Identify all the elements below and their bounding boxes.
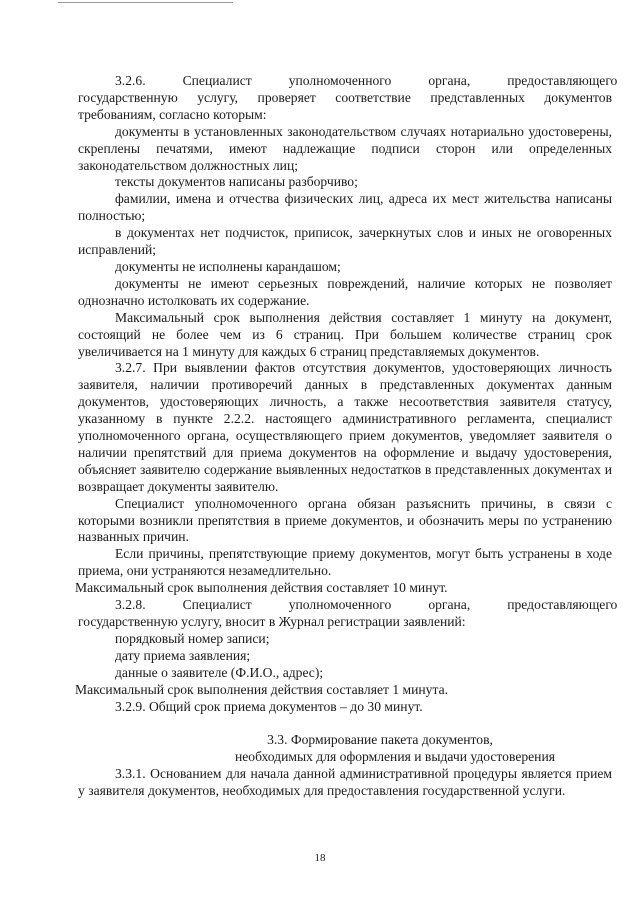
journal-item: данные о заявителе (Ф.И.О., адрес); [115,664,324,680]
lead-word: предоставляющего [507,73,618,88]
requirement-item: в документах нет подчисток, приписок, зачеркнутых слов и иных не оговоренных исправлений; [78,225,612,258]
section-3-3-heading-line-2: необходимых для оформления и выдачи удостоверения [234,749,555,765]
journal-item: дату приема заявления; [115,647,251,663]
paragraph-3-2-9: 3.2.9. Общий срок приема документов – до 30 минут. [115,698,423,714]
requirement-item: документы не исполнены карандашом; [115,258,341,274]
paragraph-3-3-1: 3.3.1. Основанием для начала данной административной процедуры является прием у заявителя документов, необходимых для предоставления государственной услуги. [78,766,612,799]
paragraph-3-2-6-rest: государственную услугу, проверяет соответствие представленных документов требованиям, согласно которым: [78,89,612,122]
paragraph-3-2-8-lead [78,597,618,614]
lead-word: уполномоченного [288,597,392,613]
lead-word: органа, [428,73,471,88]
paragraph-3-2-8-rest: государственную услугу, вносит в Журнал регистрации заявлений: [78,614,466,629]
scan-artifact-line [58,2,233,3]
section-3-3-heading-line-1: 3.3. Формирование пакета документов, [267,732,493,748]
lead-word: Специалист [182,597,252,613]
lead-word: 3.2.6. [115,73,146,88]
paragraph-max-time-3-2-8: Максимальный срок выполнения действия составляет 1 минута. [75,681,449,697]
paragraph-3-2-7: 3.2.7. При выявлении фактов отсутствия документов, удостоверяющих личность заявителя, наличии противоречий данных в представленных документах данным документов, удостоверяющих личность, а также несоответствия заявителя статусу, указанному в пункте 2.2.2. настоящего административного регламента, специалист уполномоченного органа, осуществляющего прием документов, уведомляет заявителя о наличии препятствий для приема документов на оформление и выдачу удостоверения, объясняет заявителю содержание выявленных недостатков в представленных документах и возвращает документы заявителю. [78,360,612,494]
requirement-item: фамилии, имена и отчества физических лиц, адреса их мест жительства написаны полностью; [78,191,612,224]
paragraph-3-2-6-lead [78,73,618,90]
paragraph-fix-in-place: Если причины, препятствующие приему документов, могут быть устранены в ходе приема, они устраняются незамедлительно. [78,546,612,579]
requirement-item: документы в установленных законодательством случаях нотариально удостоверены, скреплены печатями, имеют надлежащие подписи сторон или определенных законодательством должностных лиц; [78,123,612,173]
lead-word: органа, [428,597,471,613]
lead-word: Специалист [182,73,252,88]
paragraph-explain-reasons: Специалист уполномоченного органа обязан разъяснить причины, в связи с которыми возникли препятствия в приеме документов, и обозначить меры по устранению названных причин. [78,495,612,545]
lead-word: 3.2.8. [115,597,146,613]
requirement-item: тексты документов написаны разборчиво; [115,174,358,190]
page-number: 18 [314,852,326,864]
paragraph-max-time-3-2-6: Максимальный срок выполнения действия составляет 1 минуту на документ, состоящий не более чем из 6 страниц. При большем количестве страниц срок увеличивается на 1 минуту для каждых 6 страниц представляемых документов. [78,309,612,359]
paragraph-max-time-3-2-7: Максимальный срок выполнения действия составляет 10 минут. [75,580,448,596]
document-page [75,73,618,800]
lead-word: уполномоченного [288,73,392,88]
lead-word: предоставляющего [507,597,618,613]
requirement-item: документы не имеют серьезных повреждений, наличие которых не позволяет однозначно истолковать их содержание. [78,275,612,308]
section-spacer [78,715,612,732]
journal-item: порядковый номер записи; [115,630,270,646]
